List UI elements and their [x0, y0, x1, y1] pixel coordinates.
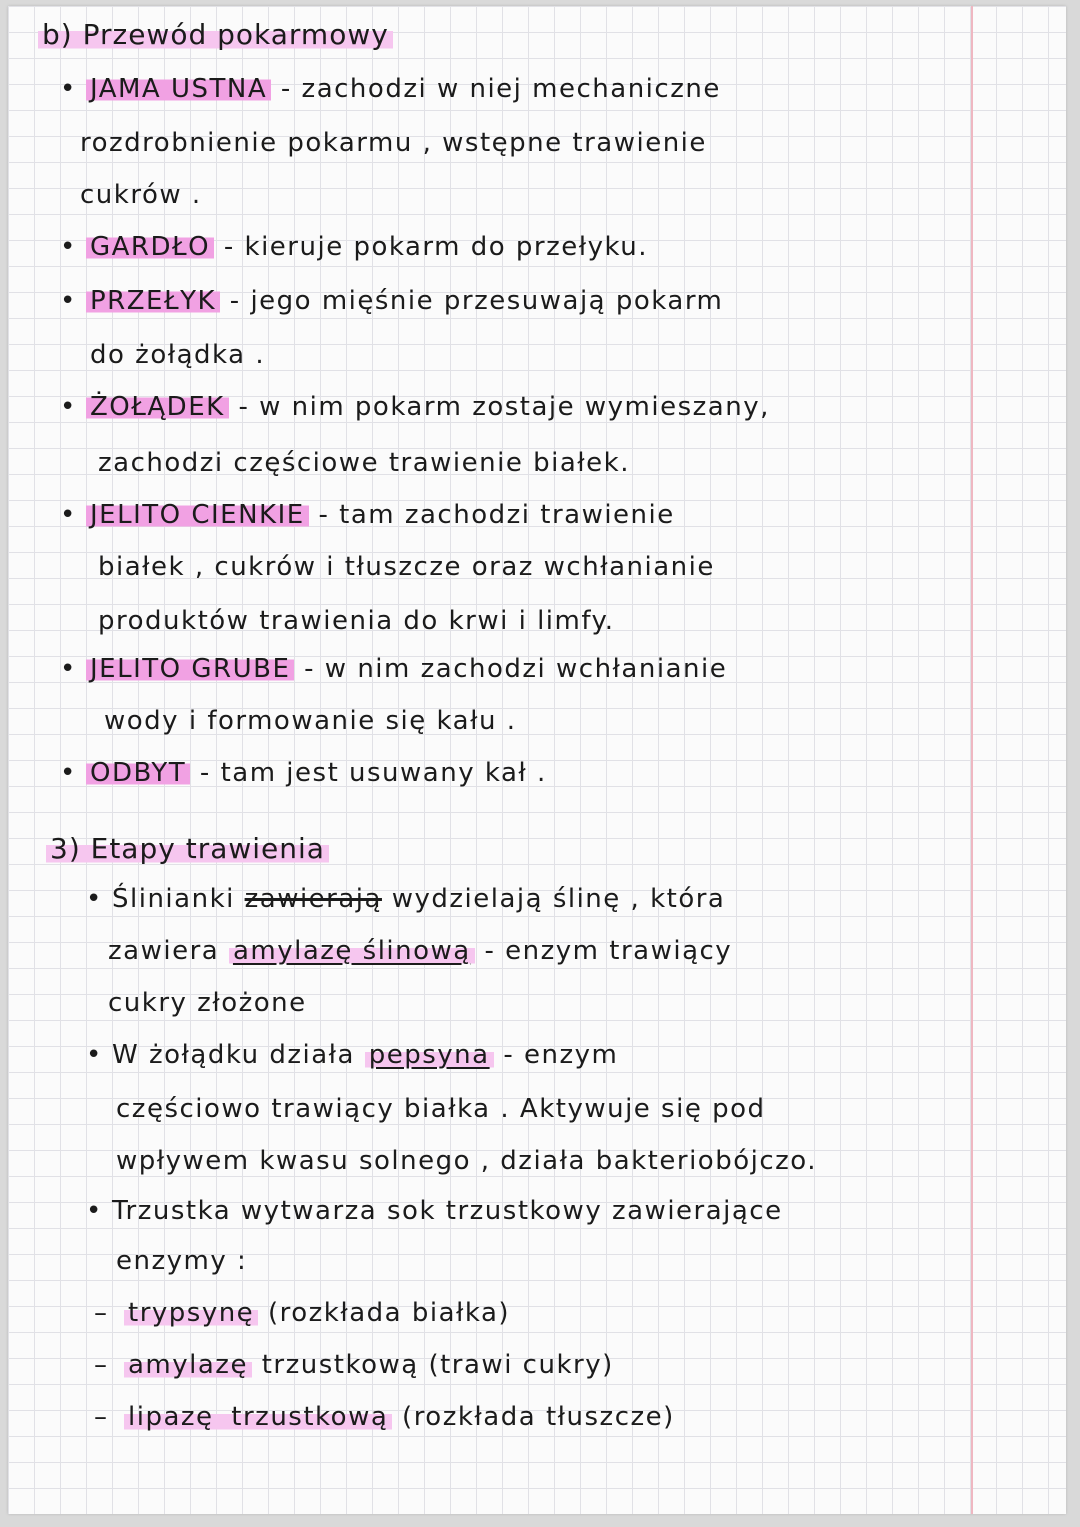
- bullet-icon: •: [60, 500, 77, 530]
- item-line: zachodzi częściowe trawienie białek.: [98, 448, 630, 478]
- paragraph-line: enzymy :: [116, 1246, 248, 1276]
- bullet-icon: •: [60, 232, 77, 262]
- section-3-title: 3) Etapy trawienia: [46, 832, 329, 865]
- bullet-icon: •: [86, 884, 103, 914]
- bullet-icon: •: [60, 392, 77, 422]
- enzyme-amylaza: – amylazę trzustkową (trawi cukry): [94, 1350, 614, 1380]
- bullet-icon: •: [60, 654, 77, 684]
- item-jelito-cienkie: • JELITO CIENKIE - tam zachodzi trawienie: [60, 500, 675, 530]
- paragraph-line: wpływem kwasu solnego , działa bakteriobójczo.: [116, 1146, 817, 1176]
- item-line: cukrów .: [80, 180, 202, 210]
- paragraph-line: cukry złożone: [108, 988, 307, 1018]
- enzyme-lipaza: – lipazę trzustkową (rozkłada tłuszcze): [94, 1402, 675, 1432]
- bullet-icon: •: [60, 74, 77, 104]
- notebook-page: [8, 6, 1066, 1514]
- item-line: rozdrobnienie pokarmu , wstępne trawienie: [80, 128, 707, 158]
- item-zoladek: • ŻOŁĄDEK - w nim pokarm zostaje wymieszany,: [60, 392, 770, 422]
- item-gardlo: • GARDŁO - kieruje pokarm do przełyku.: [60, 232, 649, 262]
- margin-line: [971, 6, 973, 1514]
- bullet-icon: •: [86, 1196, 103, 1226]
- item-line: wody i formowanie się kału .: [104, 706, 517, 736]
- enzyme-trypsyna: – trypsynę (rozkłada białka): [94, 1298, 511, 1328]
- paragraph-line: zawiera amylazę ślinową - enzym trawiący: [108, 936, 733, 966]
- paragraph-zoladek: • W żołądku działa pepsyna - enzym: [86, 1040, 619, 1070]
- paragraph-trzustka: • Trzustka wytwarza sok trzustkowy zawierające: [86, 1196, 783, 1226]
- item-line: produktów trawienia do krwi i limfy.: [98, 606, 615, 636]
- bullet-icon: •: [86, 1040, 103, 1070]
- item-line: do żołądka .: [90, 340, 266, 370]
- bullet-icon: •: [60, 758, 77, 788]
- paragraph-line: częściowo trawiący białka . Aktywuje się pod: [116, 1094, 766, 1124]
- paragraph-slinianki: • Ślinianki zawierają wydzielają ślinę , która: [86, 884, 726, 914]
- section-b-title: b) Przewód pokarmowy: [38, 18, 393, 51]
- bullet-icon: •: [60, 286, 77, 316]
- item-odbyt: • ODBYT - tam jest usuwany kał .: [60, 758, 547, 788]
- item-line: białek , cukrów i tłuszcze oraz wchłanianie: [98, 552, 715, 582]
- item-jelito-grube: • JELITO GRUBE - w nim zachodzi wchłanianie: [60, 654, 728, 684]
- item-przelyk: • PRZEŁYK - jego mięśnie przesuwają pokarm: [60, 286, 724, 316]
- item-jama-ustna: • JAMA USTNA - zachodzi w niej mechaniczne: [60, 74, 721, 104]
